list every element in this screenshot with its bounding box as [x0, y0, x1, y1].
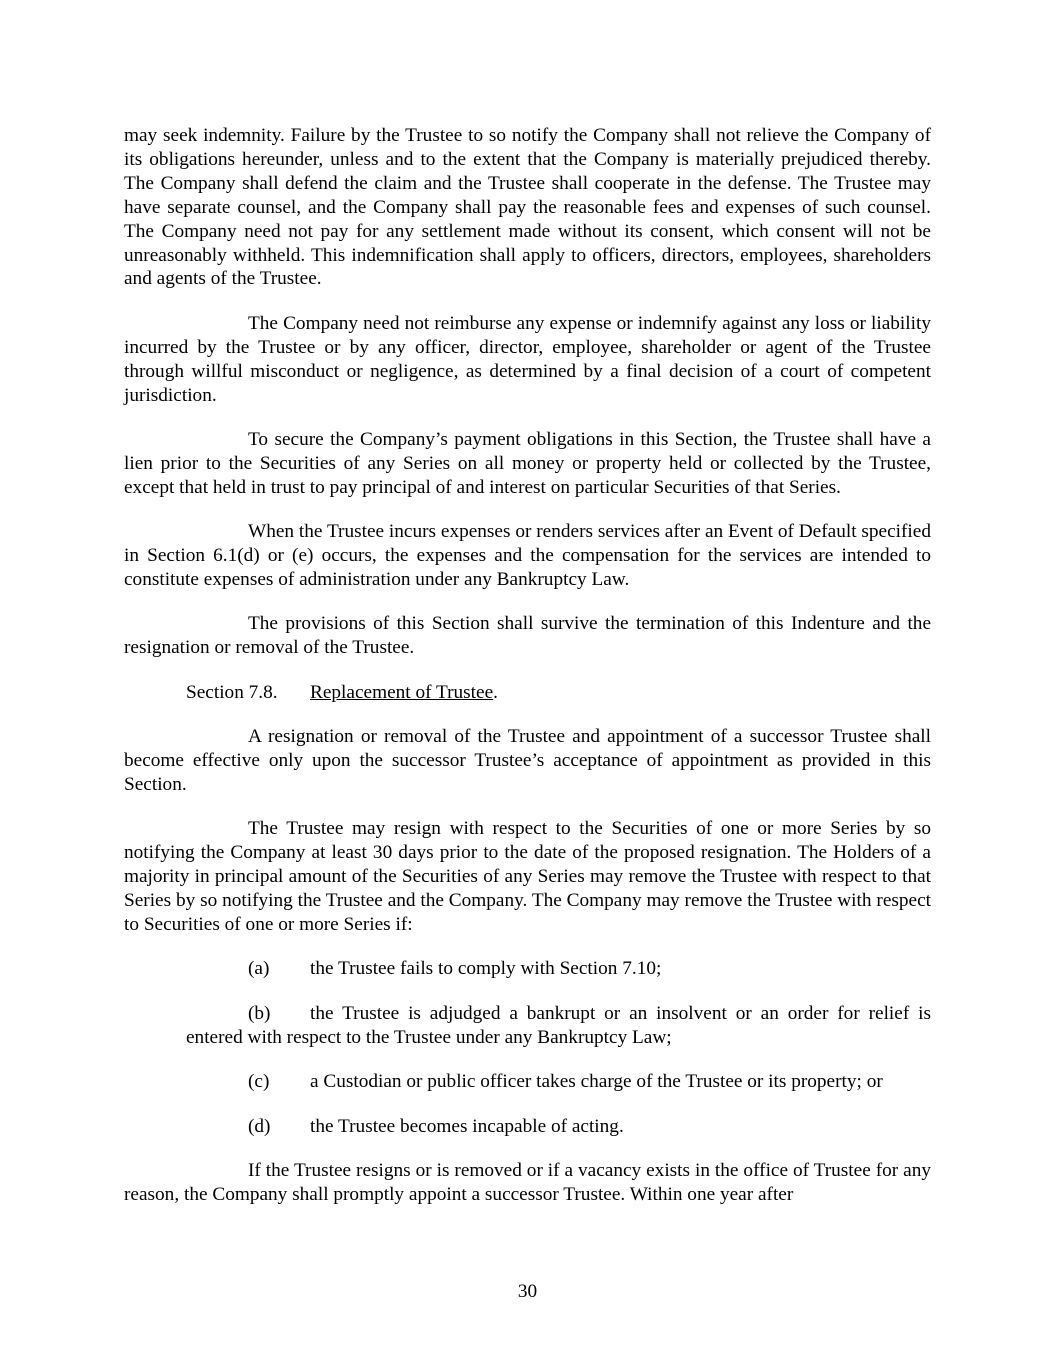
clause-a [124, 957, 931, 981]
clause-label: (c) [248, 1071, 270, 1093]
paragraph-reimbursement-limit: The Company need not reimburse any expense or indemnify against any loss or liability incurred by the Trustee or by any officer, director, employee, shareholder or agent of the Trustee through willful misconduct or negligence, as determined by a final decision of a court of competent jurisdiction. [124, 312, 931, 406]
clause-label: (d) [248, 1115, 271, 1137]
paragraph-resignation-effective: A resignation or removal of the Trustee and appointment of a successor Trustee shall become effective only upon the successor Trustee’s acceptance of appointment as provided in this Section. [124, 726, 931, 795]
clause-text: the Trustee fails to comply with Section 7.10; [310, 958, 662, 980]
paragraph-resignation-removal: The Trustee may resign with respect to the Securities of one or more Series by so notifying the Company at least 30 days prior to the date of the proposed resignation. The Holders of a majority in principal amount of the Securities of any Series may remove the Trustee with respect to that Series by so notifying the Trustee and the Company. The Company may remove the Trustee with respect to Securities of one or more Series if: [124, 818, 931, 935]
clause-label: (a) [248, 958, 270, 980]
page-number: 30 [517, 1281, 538, 1302]
paragraph-trustee-lien: To secure the Company’s payment obligations in this Section, the Trustee shall have a lien prior to the Securities of any Series on all money or property held or collected by the Trustee, except that held in trust to pay principal of and interest on particular Securities of that Series. [124, 428, 931, 498]
section-title: Replacement of Trustee [310, 681, 494, 703]
paragraph-administration-expenses: When the Trustee incurs expenses or renders services after an Event of Default specified in Section 6.1(d) or (e) occurs, the expenses and the compensation for the services are intended to constitute expenses of administration under any Bankruptcy Law. [124, 521, 931, 590]
clause-text: the Trustee is adjudged a bankrupt or an insolvent or an order for relief is entered with respect to the Trustee under any Bankruptcy Law; [186, 1002, 931, 1048]
paragraph-survival: The provisions of this Section shall survive the termination of this Indenture and the resignation or removal of the Trustee. [124, 613, 931, 659]
clause-c [124, 1070, 931, 1094]
clause-b [124, 1002, 931, 1050]
section-number: Section 7.8. [186, 681, 278, 703]
clause-label: (b) [248, 1002, 271, 1024]
paragraph-indemnity-notice: may seek indemnity. Failure by the Trustee to so notify the Company shall not relieve the Company of its obligations hereunder, unless and to the extent that the Company is materially prejudiced thereby. The Company shall defend the claim and the Trustee shall cooperate in the defense. The Trustee may have separate counsel, and the Company shall pay the reasonable fees and expenses of such counsel. The Company need not pay for any settlement made without its consent, which consent will not be unreasonably withheld. This indemnification shall apply to officers, directors, employees, shareholders and agents of the Trustee. [124, 125, 931, 290]
clause-text: the Trustee becomes incapable of acting. [310, 1115, 624, 1137]
section-title-period: . [493, 681, 498, 703]
clause-d [124, 1115, 931, 1139]
clause-text: a Custodian or public officer takes charge of the Trustee or its property; or [310, 1071, 883, 1093]
section-heading [124, 681, 931, 705]
document-page [124, 124, 931, 1227]
paragraph-successor-appointment: If the Trustee resigns or is removed or if a vacancy exists in the office of Trustee for any reason, the Company shall promptly appoint a successor Trustee. Within one year after [124, 1159, 931, 1205]
